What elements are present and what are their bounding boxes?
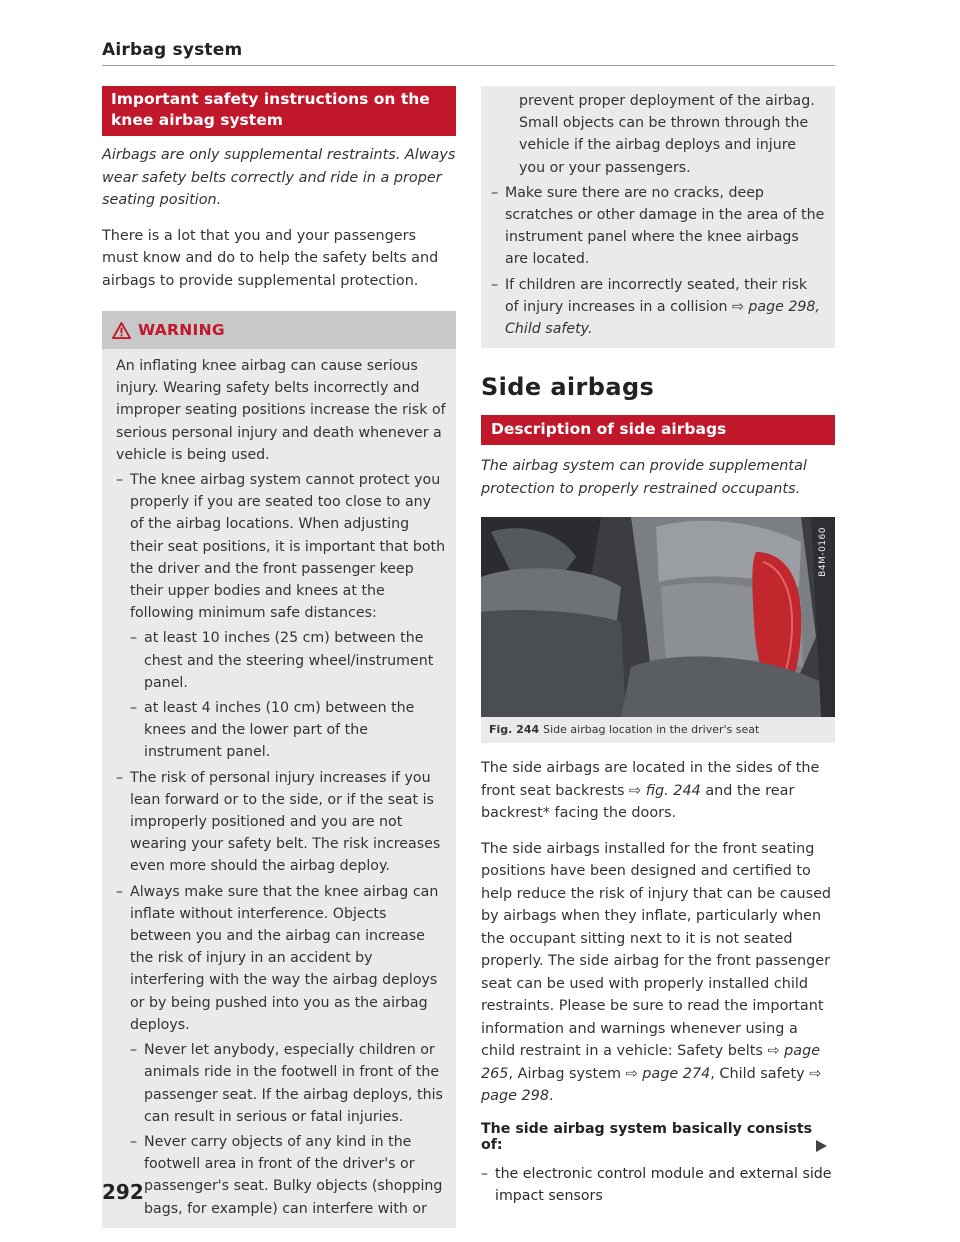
- body-paragraph: The side airbags are located in the sides of the front seat backrests ⇨ fig. 244 and the rear backrest* facing the doors.: [481, 760, 820, 822]
- page-274-link[interactable]: page 274: [642, 1065, 711, 1082]
- section-heading-knee-airbag: Important safety instructions on the knee airbag system: [102, 86, 456, 136]
- subsection-heading: Description of side airbags: [481, 415, 835, 445]
- continue-arrow-icon: [816, 1140, 827, 1152]
- figure-code: B4M-0160: [818, 527, 828, 578]
- subheading: The side airbag system basically consists of:: [481, 1120, 813, 1153]
- warning-body: [102, 349, 456, 1228]
- fig-244-link[interactable]: fig. 244: [645, 782, 701, 799]
- page-265-link[interactable]: page 265: [481, 1043, 821, 1082]
- body-paragraph: There is a lot that you and your passengers must know and do to help the safety belts and airbags to provide supplemental protection.: [102, 227, 439, 289]
- side-airbag-figure: [481, 517, 835, 717]
- seat-illustration: [481, 517, 835, 717]
- warning-item: – The risk of personal injury increases if you lean forward or to the side, or if the seat is improperly positioned and you are not wearing your safety belt. The risk increases even more should the airbag deploy.: [116, 769, 441, 875]
- warning-subitem: – at least 10 inches (25 cm) between the chest and the steering wheel/instrument panel.: [130, 630, 434, 691]
- page-number: 292: [102, 1180, 144, 1204]
- warning-subitem: – Never carry objects of any kind in the footwell area in front of the driver's or passenger's seat. Bulky objects (shopping bags, for example) can interfere with or: [130, 1133, 443, 1217]
- child-safety-link[interactable]: page 298, Child safety.: [505, 298, 820, 338]
- header-rule: [102, 65, 835, 66]
- warning-item: – If children are incorrectly seated, their risk of injury increases in a collision ⇨ page 298, Child safety.: [491, 276, 820, 338]
- warning-title: WARNING: [138, 321, 225, 339]
- warning-triangle-icon: [112, 322, 131, 339]
- warning-box: [102, 311, 456, 1228]
- list-item: – the electronic control module and external side impact sensors: [481, 1165, 832, 1204]
- page-298-link[interactable]: page 298: [481, 1088, 549, 1105]
- body-paragraph: The side airbags installed for the front seating positions have been designed and certified to help reduce the risk of injury that can be caused by airbags when they inflate, particularly when the occupant sitting next to it is not seated properly. The side airbag for the front passenger seat can be used with properly installed child restraints. Please be sure to read the important information and warnings whenever using a child restraint in a vehicle: Safety belts ⇨ page 265, Airbag system ⇨ page 274, Child safety ⇨ page 298.: [481, 840, 832, 1105]
- warning-continuation: [481, 86, 835, 348]
- left-column: [102, 86, 456, 1228]
- right-column: [481, 86, 835, 1207]
- intro-text: Airbags are only supplemental restraints. Always wear safety belts correctly and ride in a proper seating position.: [102, 147, 456, 208]
- running-header: Airbag system: [102, 40, 243, 60]
- figure-caption: Fig. 244 Side airbag location in the driver's seat: [481, 717, 835, 743]
- warning-intro: An inflating knee airbag can cause serious injury. Wearing safety belts incorrectly and improper seating positions increase the risk of serious personal injury and death whenever a vehicle is being used.: [116, 358, 446, 463]
- side-airbag-intro: The airbag system can provide supplemental protection to properly restrained occupants.: [481, 458, 807, 497]
- warning-subitem: – Never let anybody, especially children or animals ride in the footwell in front of the passenger seat. If the airbag deploys, this can result in serious or fatal injuries.: [130, 1042, 443, 1125]
- warning-item: – Make sure there are no cracks, deep scratches or other damage in the area of the instrument panel where the knee airbags are located.: [491, 184, 825, 268]
- warning-item: – Always make sure that the knee airbag can inflate without interference. Objects between you and the airbag can increase the risk of injury in an accident by interfering with the way the airbag deploys or by being pushed into you as the airbag deploys.: [116, 883, 439, 1033]
- warning-item: – The knee airbag system cannot protect you properly if you are seated too close to any of the airbag locations. When adjusting their seat positions, it is important that both the driver and the front passenger keep their upper bodies and knees at the following minimum safe distances:: [116, 472, 446, 622]
- warning-subitem: – at least 4 inches (10 cm) between the knees and the lower part of the instrument panel.: [130, 700, 415, 761]
- warning-header: [102, 311, 456, 349]
- warning-cont-text: prevent proper deployment of the airbag. Small objects can be thrown through the vehicle if the airbag deploys and injure you or your passengers.: [519, 93, 815, 176]
- section-title-side-airbags: Side airbags: [481, 373, 655, 402]
